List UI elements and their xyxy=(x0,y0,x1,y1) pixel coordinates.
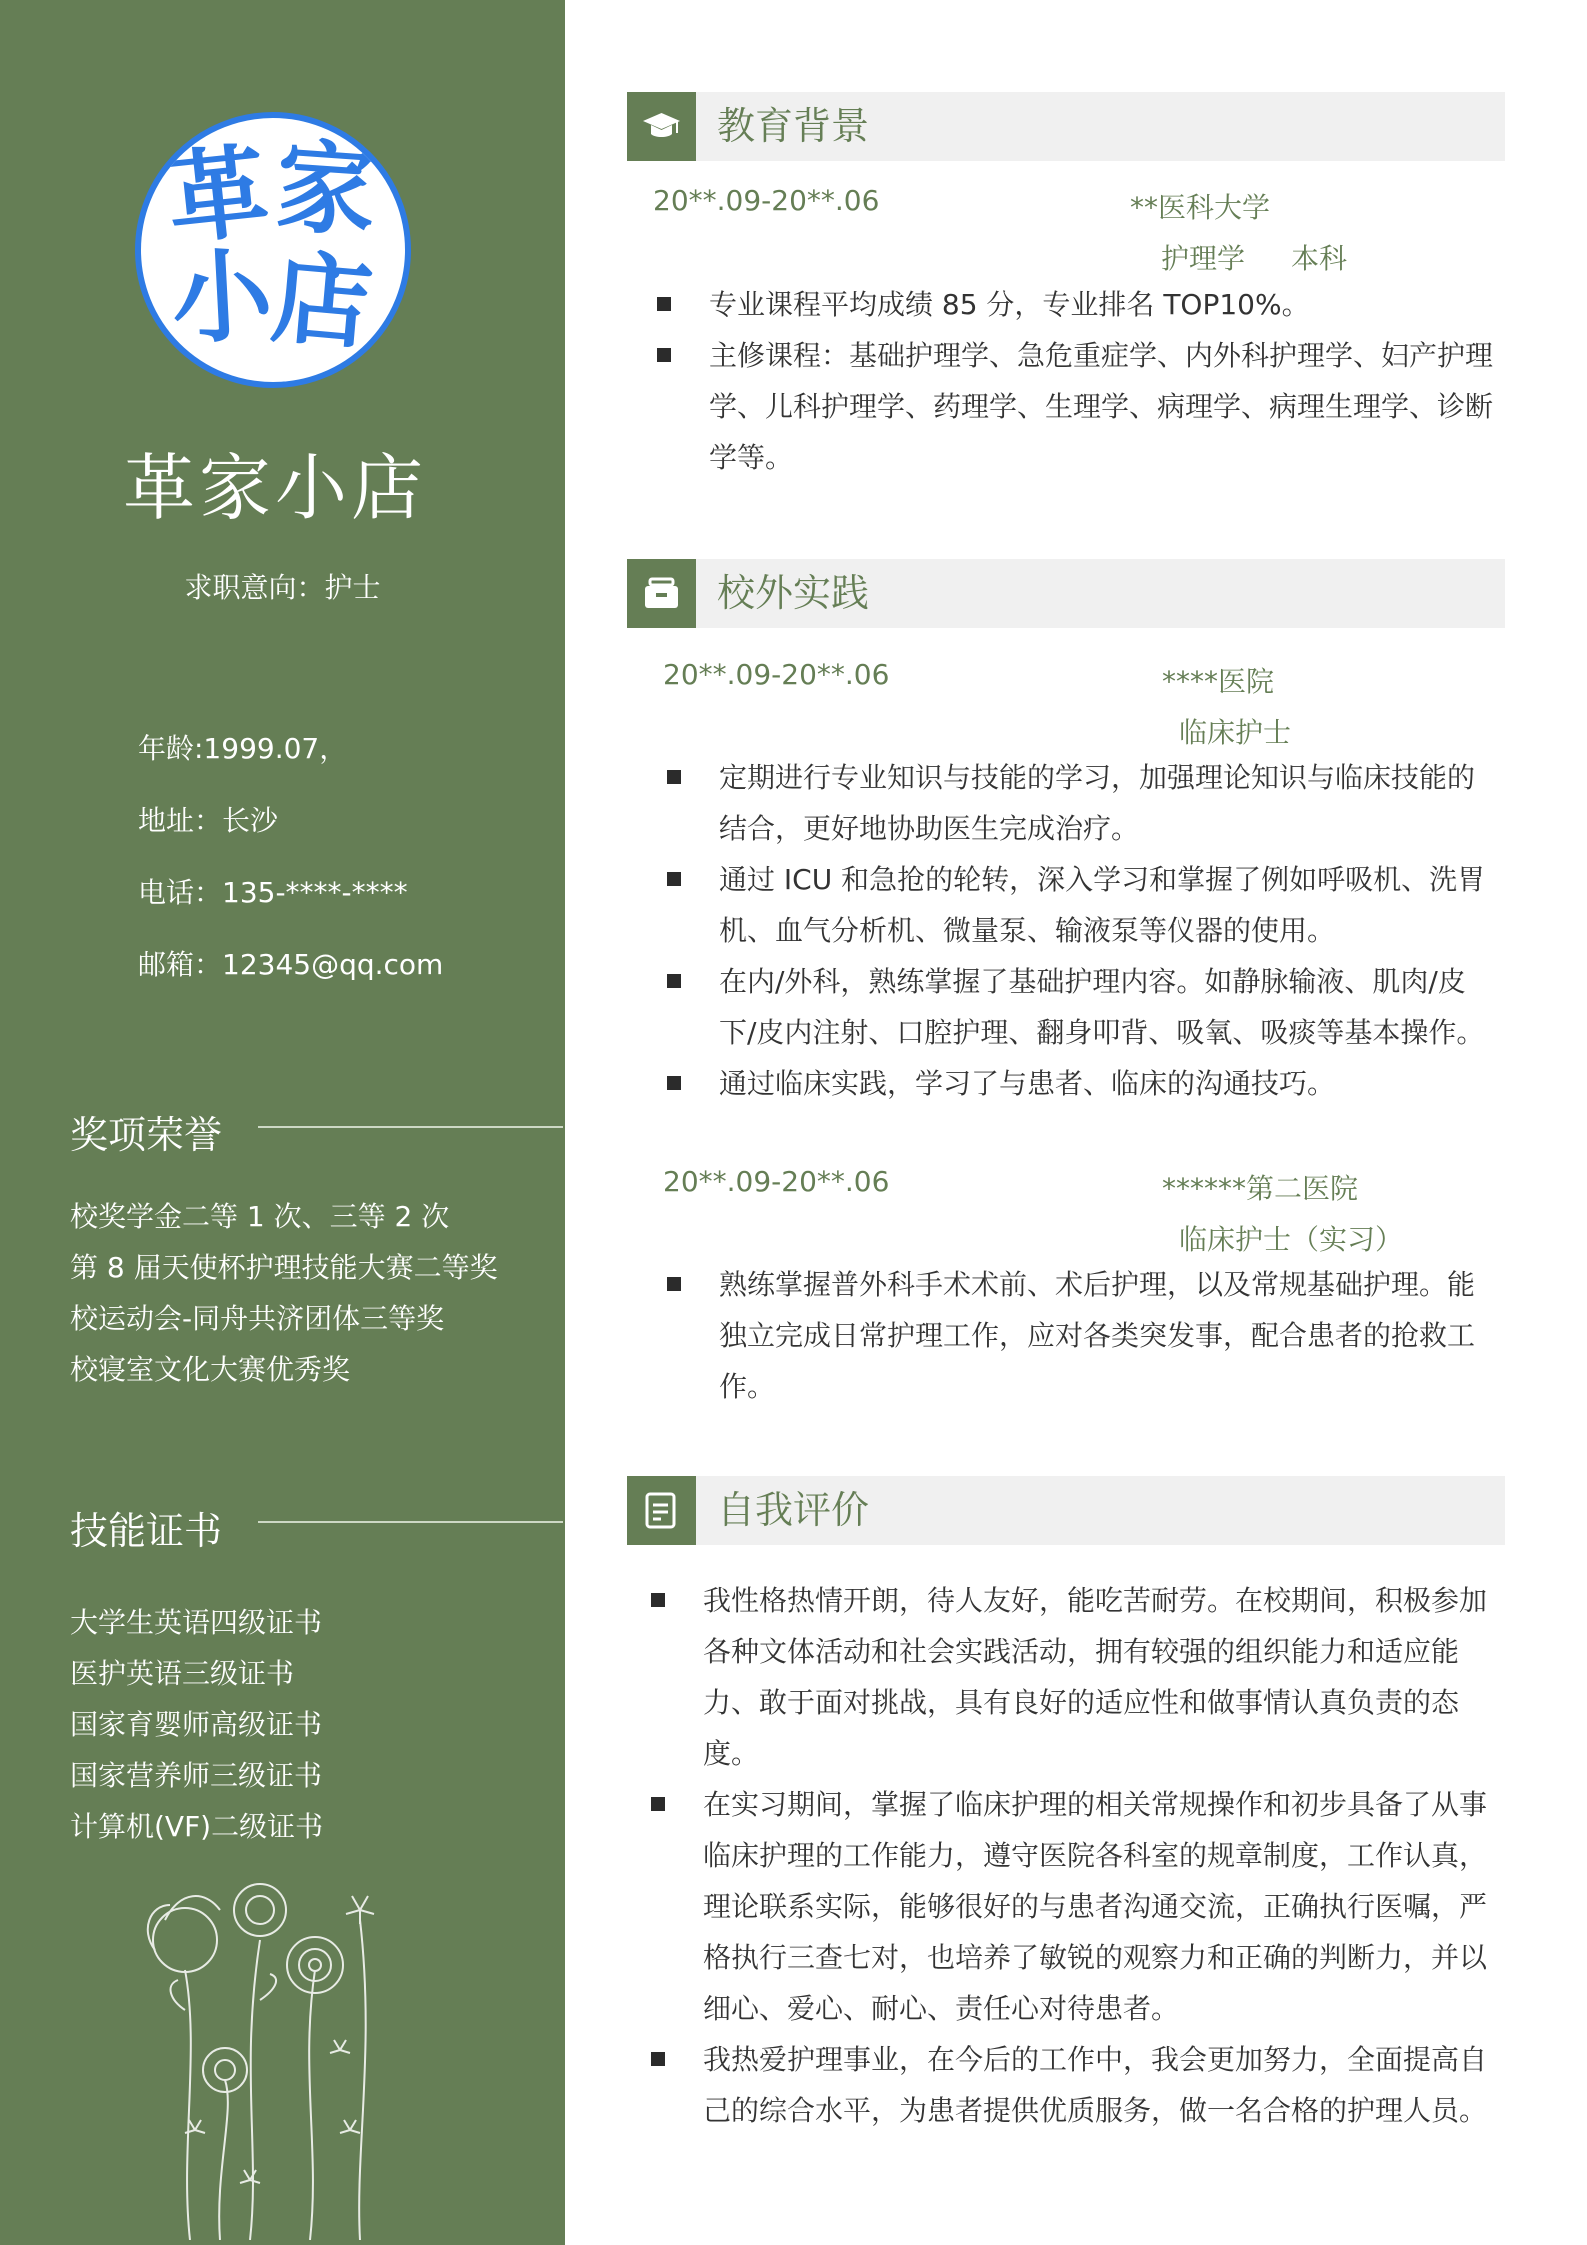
list-item: 我性格热情开朗，待人友好，能吃苦耐劳。在校期间，积极参加各种文体活动和社会实践活动，拥有较强的组织能力和适应能力、敢于面对挑战，具有良好的适应性和做事情认真负责的态度。 xyxy=(703,1575,1511,1779)
practice-role: 临床护士 xyxy=(1179,716,1292,749)
practice-bullets xyxy=(719,1259,1499,1412)
list-item: 在实习期间，掌握了临床护理的相关常规操作和初步具备了从事临床护理的工作能力，遵守医院各科室的规章制度，工作认真，理论联系实际，能够很好的与患者沟通交流，正确执行医嘱，严格执行三查七对，也培养了敏锐的观察力和正确的判断力，并以细心、爱心、耐心、责任心对待患者。 xyxy=(703,1779,1511,2034)
awards-divider xyxy=(258,1126,563,1128)
education-date: 20**.09-20**.06 xyxy=(653,184,880,217)
award-item: 第 8 届天使杯护理技能大赛二等奖 xyxy=(70,1251,498,1284)
contact-phone: 电话：135-****-**** xyxy=(138,876,408,909)
logo-char: 小 xyxy=(168,235,276,359)
shop-logo xyxy=(135,112,411,388)
certificate-item: 国家营养师三级证书 xyxy=(70,1759,323,1792)
awards-list xyxy=(70,1191,498,1395)
practice-org: ****医院 xyxy=(1162,665,1275,698)
award-item: 校奖学金二等 1 次、三等 2 次 xyxy=(70,1200,450,1233)
certificate-item: 医护英语三级证书 xyxy=(70,1657,295,1690)
contact-info xyxy=(138,727,443,1015)
candidate-name: 革家小店 xyxy=(122,446,427,530)
edit-note-icon xyxy=(627,1476,696,1545)
briefcase-icon xyxy=(627,559,696,628)
certificate-item: 大学生英语四级证书 xyxy=(70,1606,323,1639)
contact-address: 地址：长沙 xyxy=(138,804,279,837)
section-header-practice xyxy=(627,559,1505,628)
certificates-title: 技能证书 xyxy=(70,1509,223,1553)
section-title: 校外实践 xyxy=(717,571,870,615)
logo-char: 革 xyxy=(162,131,274,259)
education-major: 护理学 xyxy=(1161,242,1246,275)
list-item: 我热爱护理事业，在今后的工作中，我会更加努力，全面提高自己的综合水平，为患者提供优质服务，做一名合格的护理人员。 xyxy=(703,2034,1511,2136)
practice-org: ******第二医院 xyxy=(1162,1172,1359,1205)
job-intent: 求职意向：护士 xyxy=(184,571,381,604)
logo-char: 店 xyxy=(267,237,377,365)
practice-bullets xyxy=(719,752,1499,1109)
certificate-item: 国家育婴师高级证书 xyxy=(70,1708,323,1741)
contact-age: 年龄:1999.07， xyxy=(138,732,348,765)
education-bullets xyxy=(709,279,1499,483)
section-title: 自我评价 xyxy=(717,1488,870,1532)
education-school: **医科大学 xyxy=(1130,191,1271,224)
award-item: 校运动会-同舟共济团体三等奖 xyxy=(70,1302,445,1335)
section-title: 教育背景 xyxy=(717,104,870,148)
main-content xyxy=(565,0,1587,2245)
list-item: 熟练掌握普外科手术术前、术后护理，以及常规基础护理。能独立完成日常护理工作，应对各类突发事，配合患者的抢救工作。 xyxy=(719,1259,1499,1412)
self-eval-bullets xyxy=(703,1575,1511,2136)
list-item: 主修课程：基础护理学、急危重症学、内外科护理学、妇产护理学、儿科护理学、药理学、生理学、病理学、病理生理学、诊断学等。 xyxy=(709,330,1499,483)
list-item: 专业课程平均成绩 85 分，专业排名 TOP10%。 xyxy=(709,279,1499,330)
list-item: 通过 ICU 和急抢的轮转，深入学习和掌握了例如呼吸机、洗胃机、血气分析机、微量泵、输液泵等仪器的使用。 xyxy=(719,854,1499,956)
education-degree: 本科 xyxy=(1291,242,1348,275)
practice-date: 20**.09-20**.06 xyxy=(663,658,890,691)
practice-date: 20**.09-20**.06 xyxy=(663,1165,890,1198)
practice-role: 临床护士（实习） xyxy=(1179,1223,1404,1256)
section-header-education xyxy=(627,92,1505,161)
awards-title: 奖项荣誉 xyxy=(70,1113,223,1157)
list-item: 在内/外科，熟练掌握了基础护理内容。如静脉输液、肌肉/皮下/皮内注射、口腔护理、翻身叩背、吸氧、吸痰等基本操作。 xyxy=(719,956,1499,1058)
certificates-divider xyxy=(258,1521,563,1523)
sidebar xyxy=(0,0,565,2245)
logo-char: 家 xyxy=(272,126,380,252)
contact-email[interactable]: 邮箱：12345@qq.com xyxy=(138,948,444,981)
award-item: 校寝室文化大赛优秀奖 xyxy=(70,1353,351,1386)
graduation-cap-icon xyxy=(627,92,696,161)
flower-decoration-icon xyxy=(110,1850,410,2240)
certificates-list xyxy=(70,1597,323,1852)
list-item: 定期进行专业知识与技能的学习，加强理论知识与临床技能的结合，更好地协助医生完成治疗。 xyxy=(719,752,1499,854)
section-header-self-eval xyxy=(627,1476,1505,1545)
list-item: 通过临床实践，学习了与患者、临床的沟通技巧。 xyxy=(719,1058,1499,1109)
certificate-item: 计算机(VF)二级证书 xyxy=(70,1810,324,1843)
